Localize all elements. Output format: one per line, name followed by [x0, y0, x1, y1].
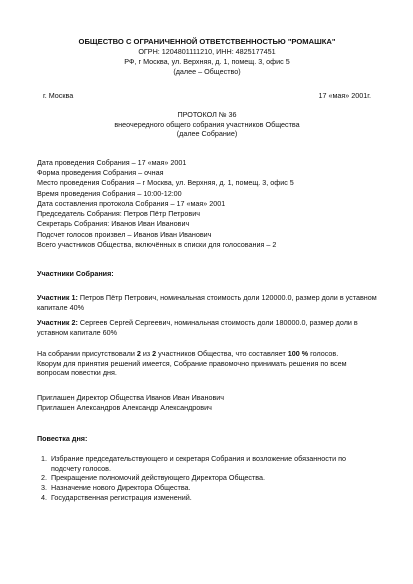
org-ids: ОГРН: 1204801111210, ИНН: 4825177451 — [138, 47, 276, 57]
quorum-statement: Кворум для принятия решений имеется, Собрание правомочно принимать решения по всем вопросам повестки дня. — [37, 358, 347, 378]
detail-line: Председатель Собрания: Петров Пётр Петрович — [37, 209, 201, 219]
detail-line: Подсчет голосов произвел – Иванов Иван Иванович — [37, 229, 212, 239]
protocol-date: 17 «мая» 2001г. — [318, 91, 371, 100]
detail-line: Секретарь Собрания: Иванов Иван Иванович — [37, 219, 190, 229]
participant-label: Участник 1: — [37, 293, 78, 302]
protocol-short: (далее Собрание) — [176, 129, 238, 139]
participant-2 — [37, 318, 377, 337]
agenda-list — [37, 454, 377, 503]
participants-heading: Участники Собрания: — [37, 269, 114, 278]
detail-line: Место проведения Собрания – г Москва, ул. Верхняя, д. 1, помещ. 3, офис 5 — [37, 178, 294, 188]
org-name: ОБЩЕСТВО С ОГРАНИЧЕННОЙ ОТВЕТСТВЕННОСТЬЮ "РОМАШКА" — [78, 37, 336, 46]
detail-line: Время проведения Собрания – 10:00-12:00 — [37, 188, 182, 198]
org-short-name: (далее – Общество) — [173, 66, 241, 76]
agenda-item: 2. Прекращение полномочий действующего Директора Общества. — [49, 473, 377, 483]
agenda-item: 3. Назначение нового Директора Общества. — [49, 483, 377, 493]
participant-label: Участник 2: — [37, 318, 78, 327]
protocol-subtitle: внеочередного общего собрания участников Общества — [114, 119, 300, 129]
place-date-row — [37, 91, 377, 101]
org-header — [37, 37, 377, 76]
agenda-heading: Повестка дня: — [37, 434, 88, 443]
invited-block — [37, 393, 377, 412]
detail-line: Форма проведения Собрания – очная — [37, 168, 164, 178]
meeting-details — [37, 158, 377, 250]
agenda-item: 4. Государственная регистрация изменений. — [49, 493, 377, 503]
org-address: РФ, г Москва, ул. Верхняя, д. 1, помещ. 3, офис 5 — [124, 56, 290, 66]
detail-line: Всего участников Общества, включённых в списки для голосования – 2 — [37, 239, 277, 249]
invited-line: Приглашен Директор Общества Иванов Иван Иванович — [37, 393, 225, 402]
protocol-title-block — [37, 110, 377, 139]
agenda-item: 1. Избрание председательствующего и секретаря Собрания и возложение обязанности по подсчету голосов. — [49, 454, 377, 473]
detail-line: Дата составления протокола Собрания – 17 «мая» 2001 — [37, 198, 226, 208]
invited-line: Приглашен Александров Александр Александрович — [37, 402, 212, 412]
participant-text: Сергеев Сергей Сергеевич, номинальная стоимость доли 180000.0, размер доли в уставном капитале 60% — [37, 318, 358, 337]
detail-line: Дата проведения Собрания – 17 «мая» 2001 — [37, 158, 187, 167]
protocol-title: ПРОТОКОЛ № 36 — [177, 110, 237, 119]
participant-text: Петров Пётр Петрович, номинальная стоимость доли 120000.0, размер доли в уставном капитале 40% — [37, 293, 377, 312]
participant-1 — [37, 293, 377, 312]
quorum-attendance: На собрании присутствовали 2 из 2 участников Общества, что составляет 100 % голосов. — [37, 349, 339, 358]
quorum-block — [37, 349, 377, 378]
city: г. Москва — [43, 91, 74, 100]
